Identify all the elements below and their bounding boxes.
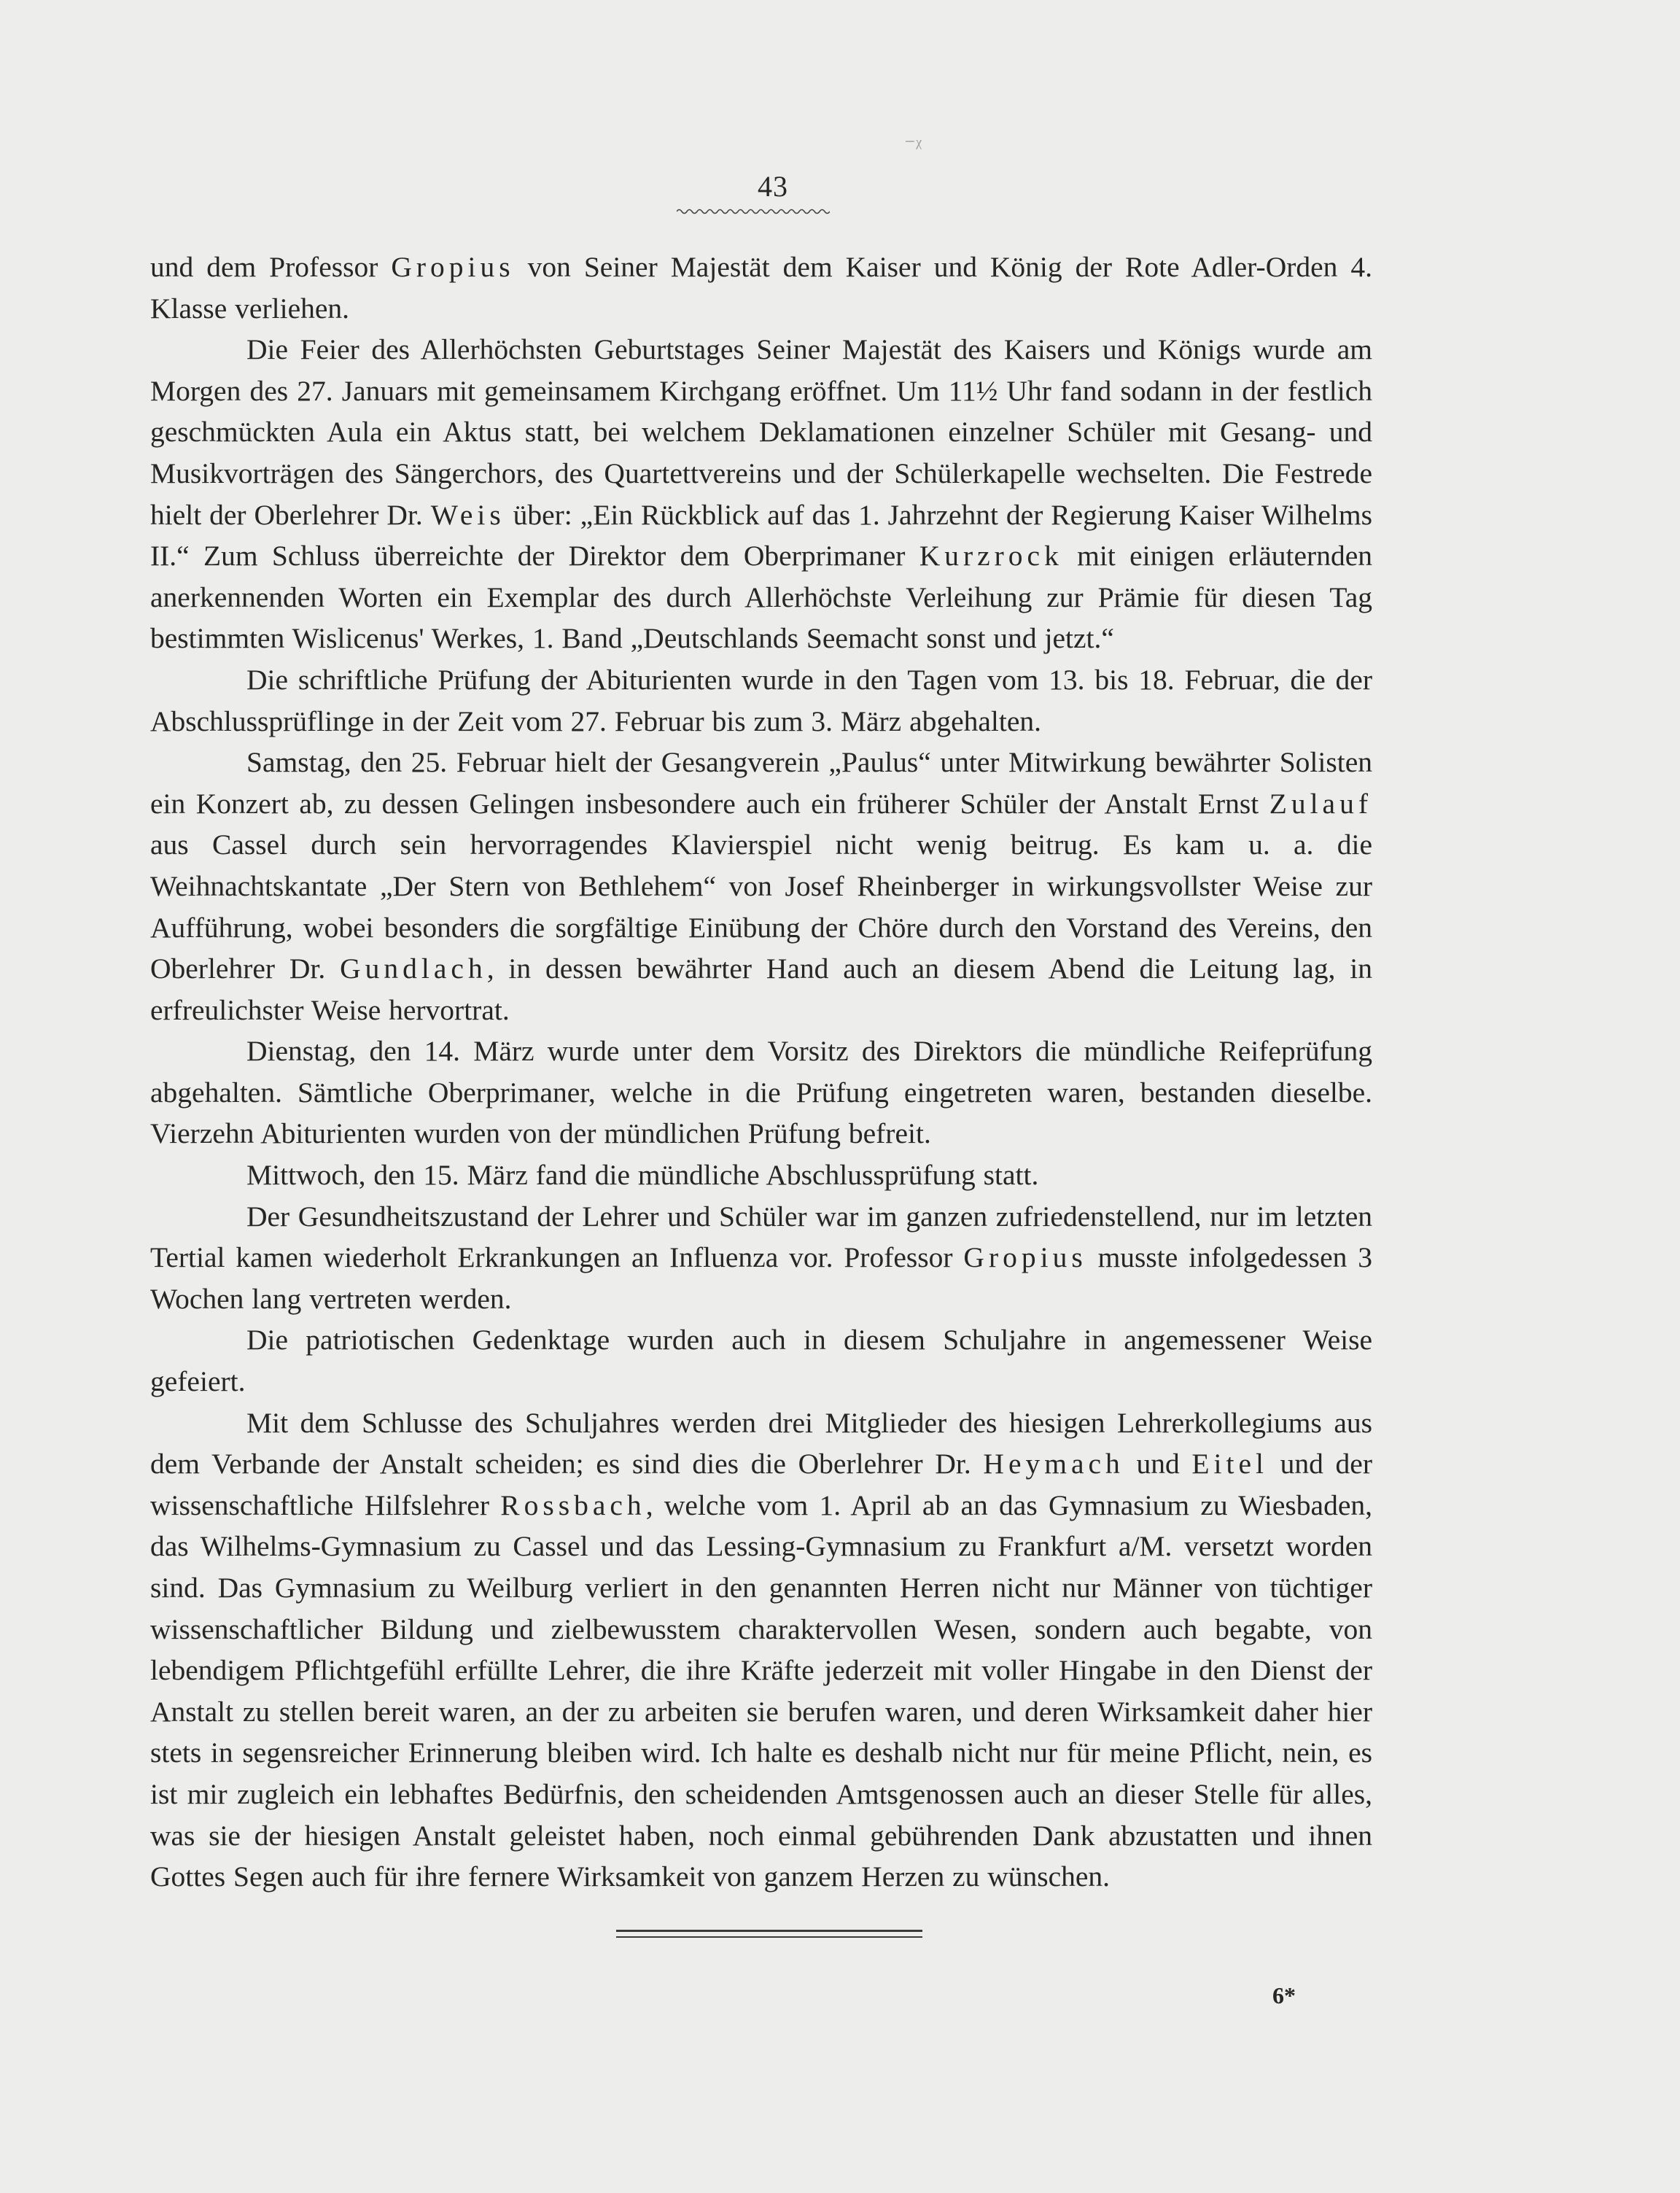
text-run: und dem Professor (150, 251, 392, 283)
text-run: , in dessen bewährter Hand auch an diesem Abend die Leitung lag, in erfreulichster Weise hervortrat. (150, 952, 1372, 1026)
wavy-ornament-rule (677, 207, 830, 216)
text-run: und der wissenschaftliche Hilfslehrer (150, 1448, 1372, 1521)
text-run: musste infolgedessen 3 Wochen lang vertreten werden. (150, 1241, 1372, 1315)
paragraph (150, 1030, 1372, 1154)
paragraph (150, 247, 1372, 329)
paragraph (150, 1319, 1372, 1402)
text-run: Die Feier des Allerhöchsten Geburtstages Seiner Majestät des Kaisers und Königs wurde am Morgen des 27. Januars mit gemeinsamem Kirchgang eröffnet. Um 11½ Uhr fand sodann in der festlich geschmückten Aula ein Aktus statt, bei welchem Deklamationen einzelner Schüler mit Gesang- und Musikvorträgen des Sängerchors, des Quartettvereins und der Schülerkapelle wechselten. Die Festrede hielt der Oberlehrer Dr. (150, 333, 1372, 531)
spaced-name: Rossbach (500, 1488, 646, 1521)
spaced-name: Kurzrock (919, 540, 1063, 572)
text-run: , welche vom 1. April ab an das Gymnasium zu Wiesbaden, das Wilhelms-Gymnasium zu Cassel und das Lessing-Gymnasium zu Frankfurt a/M. versetzt worden sind. Das Gymnasium zu Weilburg verliert in den genannten Herren nicht nur Männer von tüchtiger wissenschaftlicher Bildung und zielbewusstem charaktervollen Wesen, sondern auch begabte, von lebendigem Pflichtgefühl erfüllte Lehrer, die ihre Kräfte jederzeit mit voller Hingabe in den Dienst der Anstalt zu stellen bereit waren, an der zu arbeiten sie berufen waren, und deren Wirksamkeit daher hier stets in segensreicher Erinnerung bleiben wird. Ich halte es deshalb nicht nur für meine Pflicht, nein, es ist mir zugleich ein lebhaftes Bedürfnis, den scheidenden Amtsgenossen auch an dieser Stelle für alles, was sie der hiesigen Anstalt geleistet haben, noch einmal gebührenden Dank abzustatten und ihnen Gottes Segen auch für ihre fernere Wirksamkeit von ganzem Herzen zu wünschen. (150, 1488, 1372, 1893)
stray-mark: ⁻ᵡ (904, 133, 922, 158)
end-rule-line-top (616, 1930, 922, 1932)
text-run: Der Gesundheitszustand der Lehrer und Schüler war im ganzen zufriedenstellend, nur im letzten Tertial kamen wiederholt Erkrankungen an Influenza vor. Professor (150, 1200, 1372, 1274)
text-run: Samstag, den 25. Februar hielt der Gesangverein „Paulus“ unter Mitwirkung bewährter Solisten ein Konzert ab, zu dessen Gelingen insbesondere auch ein früherer Schüler der Anstalt Ernst (150, 746, 1372, 820)
text-run: Mittwoch, den 15. März fand die mündliche Abschlussprüfung statt. (246, 1159, 1039, 1192)
text-run: Dienstag, den 14. März wurde unter dem Vorsitz des Direktors die mündliche Reifeprüfung abgehalten. Sämtliche Oberprimaner, welche in die Prüfung eingetreten waren, bestanden dieselbe. Vierzehn Abiturienten wurden von der mündlichen Prüfung befreit. (150, 1035, 1372, 1150)
end-rule-line-bottom (616, 1936, 922, 1938)
text-run: Die patriotischen Gedenktage wurden auch in diesem Schuljahre in angemessener Weise gefeiert. (150, 1324, 1372, 1398)
text-run: Mit dem Schlusse des Schuljahres werden drei Mitglieder des hiesigen Lehrerkollegiums aus dem Verbande der Anstalt scheiden; es sind dies die Oberlehrer Dr. (150, 1406, 1372, 1480)
spaced-name: Eitel (1191, 1448, 1268, 1480)
spaced-name: Gropius (963, 1241, 1087, 1274)
text-run: aus Cassel durch sein hervorragendes Klavierspiel nicht wenig beitrug. Es kam u. a. die Weihnachtskantate „Der Stern von Bethlehem“ von Josef Rheinberger in wirkungsvollster Weise zur Aufführung, wobei besonders die sorgfältige Einübung der Chöre durch den Vorstand des Vereins, den Oberlehrer Dr. (150, 828, 1372, 985)
signature-mark: 6* (1272, 1982, 1296, 2008)
spaced-name: Gundlach (340, 952, 487, 985)
paragraph (150, 329, 1372, 659)
paragraph (150, 742, 1372, 1030)
spaced-name: Zulauf (1269, 787, 1372, 820)
paragraph (150, 1196, 1372, 1320)
paragraph (150, 1402, 1372, 1898)
text-run: von Seiner Majestät dem Kaiser und König der Rote Adler-Orden 4. Klasse verliehen. (150, 251, 1372, 325)
spaced-name: Weis (430, 498, 505, 531)
text-run: über: „Ein Rückblick auf das 1. Jahrzehnt der Regierung Kaiser Wilhelms II.“ Zum Schluss überreichte der Direktor dem Oberprimaner (150, 498, 1372, 572)
text-run: Die schriftliche Prüfung der Abiturienten wurde in den Tagen vom 13. bis 18. Februar, die der Abschlussprüflinge in der Zeit vom 27. Februar bis zum 3. März abgehalten. (150, 663, 1372, 737)
text-run: mit einigen erläuternden anerkennenden Worten ein Exemplar des durch Allerhöchste Verleihung zur Prämie für diesen Tag bestimmten Wislicenus' Werkes, 1. Band „Deutschlands Seemacht sonst und jetzt.“ (150, 540, 1372, 655)
text-run: und (1124, 1448, 1192, 1480)
paragraph (150, 1154, 1372, 1196)
spaced-name: Heymach (983, 1448, 1124, 1480)
end-double-rule (616, 1930, 922, 1940)
body-text (150, 247, 1372, 1898)
paragraph (150, 659, 1372, 742)
spaced-name: Gropius (391, 251, 515, 283)
page-number: 43 (758, 170, 788, 203)
